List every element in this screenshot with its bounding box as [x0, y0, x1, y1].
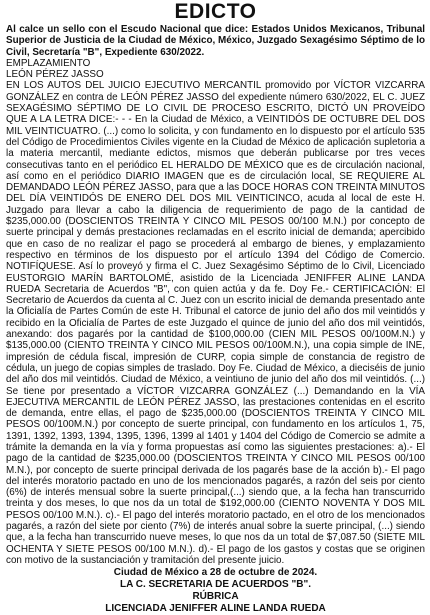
main-paragraph: EN LOS AUTOS DEL JUICIO EJECUTIVO MERCANTIL promovido por VÍCTOR VIZCARRA GONZÁLEZ en contra de LEÓN PÉREZ JASSO del expediente número 630/2022, EL C. JUEZ SEXAGÉSIMO SÉPTIMO DE LO CIVIL DE PROCESO ESCRITO, DICTÓ UN PROVEÍDO QUE A LA LETRA DICE:- - - En la Ciudad de México, a VEINTIDÓS DE OCTUBRE DEL DOS MIL VEINTICUATRO. (...) como lo solicita, y con fundamento en lo dispuesto por el artículo 535 del Código de Procedimientos Civiles vigente en la Ciudad de México de aplicación supletoria a la materia mercantil, mediante edictos, mismos que deberán publicarse por tres veces consecutivas tanto en el periódico EL HERALDO DE MÉXICO que es de circulación nacional, así como en el periódico DIARIO IMAGEN que es de circulación local, SE REQUIERE AL DEMANDADO LEÓN PÉREZ JASSO, para que a las DOCE HORAS CON TREINTA MINUTOS DEL DÍA VEINTIDÓS DE ENERO DEL DOS MIL VEINTICINCO, acuda al local de este H. Juzgado para llevar a cabo la diligencia de requerimiento de pago de la cantidad de $235,000.00 (DOSCIENTOS TREINTA Y CINCO MIL PESOS 00/100 M.N.) por concepto de suerte principal y demás prestaciones reclamadas en el escrito inicial de demanda; apercibido que en caso de no realizar el pago se procederá al embargo de bienes, y emplazamiento respectivo en términos de los dispuesto por el artículo 1394 del Código de Comercio. NOTIFÍQUESE. Así lo proveyó y firma el C. Juez Sexagésimo Séptimo de lo Civil, Licenciado EUSTORGIO MARÍN BARTOLOMÉ, asistido de la Licenciada JENIFFER ALINE LANDA RUEDA Secretaria de Acuerdos "B", con quien actúa y da fe. Doy Fe.- CERTIFICACIÓN: El Secretario de Acuerdos da cuenta al C. Juez con un escrito inicial de demanda presentado ante la Oficialía de Partes Común de este H. Tribunal el catorce de junio del año dos mil veintidós y recibido en la Oficialía de Partes de este Juzgado el quince de junio del año dos mil veintidós, anexando: dos pagarés por la cantidad de $100,000.00 (CIEN MIL PESOS 00/100M.N.) y $135,000.00 (CIENTO TREINTA Y CINCO MIL PESOS 00/100M.N.), una copia simple de INE, impresión de cédula fiscal, impresión de CURP, copia simple de constancia de registro de cédula, un juego de copias simples de traslado. Doy Fe. Ciudad de México, a dieciséis de junio del año dos mil veintidós. Ciudad de México, a veintiuno de junio del año dos mil veintidós. (...) Se tiene por presentado a VÍCTOR VIZCARRA GONZÁLEZ (...) Demandando en la VÍA EJECUTIVA MERCANTIL de LEÓN PÉREZ JASSO, las prestaciones contenidas en el escrito de demanda, entre ellas, el pago de $235,000.00 (DOSCIENTOS TREINTA Y CINCO MIL PESOS 00/100M.N.) por concepto de suerte principal, con fundamento en los artículos 1, 75, 1391, 1392, 1393, 1394, 1395, 1396, 1399 al 1401 y 1404 del Código de Comercio se admite a trámite la demanda en la vía y forma propuestas así como las siguientes prestaciones: a).- El pago de la cantidad de $235,000.00 (DOSCIENTOS TREINTA Y CINCO MIL PESOS 00/100 M.N.), por concepto de suerte principal derivada de los pagarés base de la acción b).- El pago del interés moratorio pactado en uno de los mencionados pagarés, a razón del seis por ciento (6%) de interés mensual sobre la suerte principal,(...) siendo que, a la fecha han transcurrido treinta y dos meses, lo que nos da un total de $192,000.00 (CIENTO NOVENTA Y DOS MIL PESOS 00/100 M.N.). c).- El pago del interés moratorio pactado, en el otro de los mencionados pagarés, a razón del siete por ciento (7%) de interés anual sobre la suerte principal, (...) siendo que, a la fecha han transcurrido nueve meses, lo que nos da un total de $7,087.50 (SIETE MIL OCHENTA Y SIETE PESOS 00/100 M.N.). d).- El pago de los gastos y costas que se originen con motivo de la sustanciación y tramitación del presente juicio.	[6, 80, 425, 566]
closing-date: Ciudad de México a 28 de octubre de 2024.	[113, 567, 318, 579]
closing-office: LA C. SECRETARIA DE ACUERDOS "B".	[120, 579, 311, 591]
closing-rubrica: RÚBRICA	[192, 591, 239, 603]
closing-name: LICENCIADA JENIFFER ALINE LANDA RUEDA	[105, 603, 326, 615]
closing-block	[6, 567, 425, 615]
document-title: EDICTO	[174, 0, 257, 23]
header-paragraph: Al calce un sello con el Escudo Nacional que dice: Estados Unidos Mexicanos, Tribunal Superior de Justicia de la Ciudad de México, México, Juzgado Sexagésimo Séptimo de lo Civil, Secretaría "B", Expediente 630/2022.	[6, 24, 425, 58]
document-body	[6, 24, 425, 566]
addressee-line1: EMPLAZAMIENTO	[6, 57, 91, 69]
addressee-line2: LEÓN PÉREZ JASSO	[6, 69, 104, 81]
